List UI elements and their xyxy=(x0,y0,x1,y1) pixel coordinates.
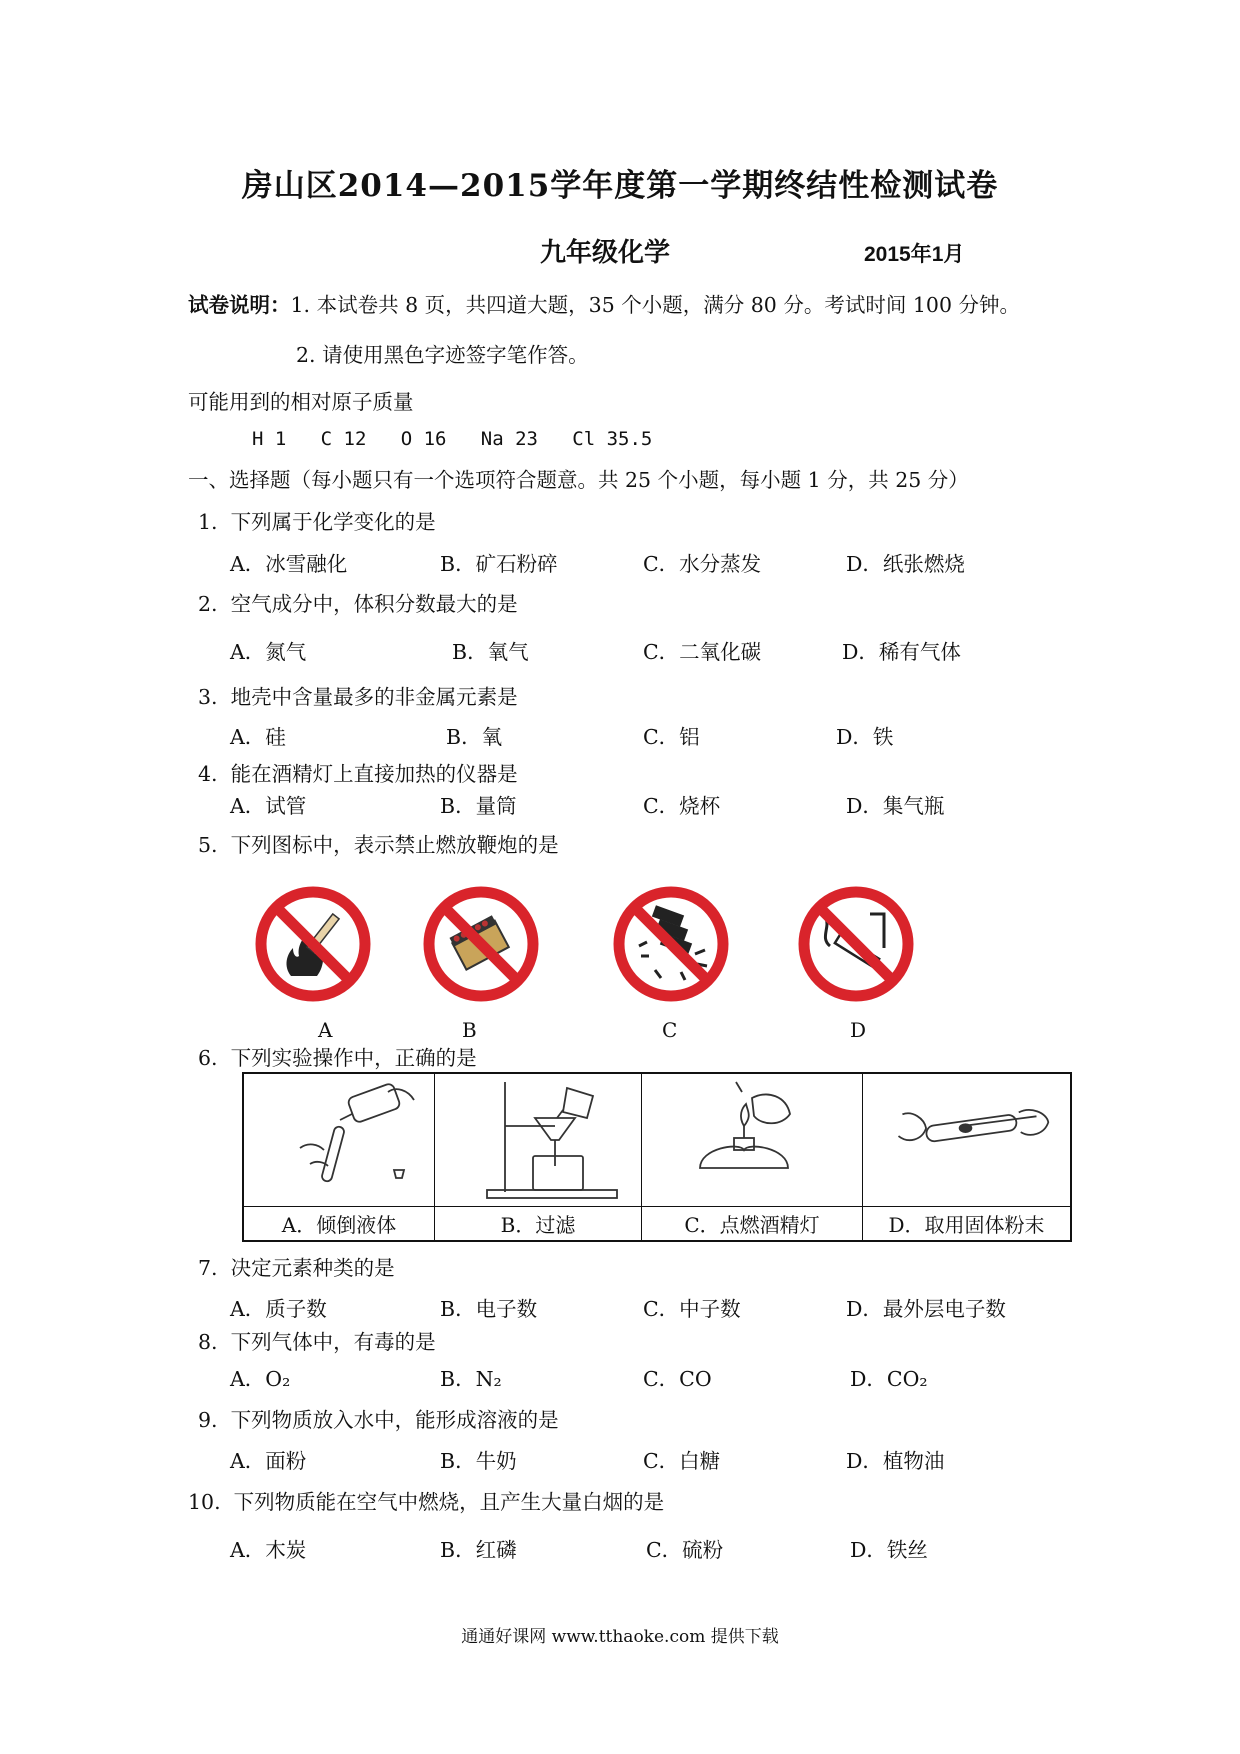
q2-option-d: D．稀有气体 xyxy=(842,640,961,664)
q8-option-b: B．N₂ xyxy=(440,1367,502,1391)
question-8: 8. 下列气体中，有毒的是 xyxy=(198,1330,436,1354)
no-fireworks-icon xyxy=(611,884,731,1004)
q2-option-a: A．氮气 xyxy=(230,640,307,664)
lighting-lamp-illustration xyxy=(642,1073,863,1207)
question-3: 3. 地壳中含量最多的非金属元素是 xyxy=(198,685,518,709)
exam-subject: 九年级化学 xyxy=(540,238,671,268)
instructions-label: 试卷说明： xyxy=(188,293,291,317)
powder-sampling-illustration xyxy=(863,1073,1072,1207)
question-9: 9. 下列物质放入水中，能形成溶液的是 xyxy=(198,1408,559,1432)
q7-option-d: D．最外层电子数 xyxy=(846,1297,1006,1321)
q8-option-d: D．CO₂ xyxy=(850,1367,928,1391)
question-1: 1. 下列属于化学变化的是 xyxy=(198,510,436,534)
q8-option-a: A．O₂ xyxy=(230,1367,291,1391)
powder-sampling-icon xyxy=(863,1074,1070,1202)
q2-option-b: B．氧气 xyxy=(452,640,529,664)
pouring-liquid-illustration xyxy=(243,1073,435,1207)
instructions-line2: 2. 请使用黑色字迹签字笔作答。 xyxy=(296,343,589,367)
q1-option-d: D．纸张燃烧 xyxy=(846,552,965,576)
q6-option-b: B．过滤 xyxy=(435,1207,642,1242)
atomic-mass-heading: 可能用到的相对原子质量 xyxy=(188,390,414,414)
q9-option-b: B．牛奶 xyxy=(440,1449,517,1473)
q7-option-b: B．电子数 xyxy=(440,1297,538,1321)
instructions-line1 xyxy=(188,288,1020,318)
question-2: 2. 空气成分中，体积分数最大的是 xyxy=(198,592,518,616)
sign-b-label: B xyxy=(462,1018,477,1042)
q3-option-a: A．硅 xyxy=(230,725,286,749)
q1-option-b: B．矿石粉碎 xyxy=(440,552,558,576)
q2-option-c: C．二氧化碳 xyxy=(643,640,762,664)
lab-operations-table xyxy=(242,1072,1072,1242)
q10-option-a: A．木炭 xyxy=(230,1538,307,1562)
atomic-mass-values: H 1 C 12 O 16 Na 23 Cl 35.5 xyxy=(252,428,653,450)
question-10: 10. 下列物质能在空气中燃烧，且产生大量白烟的是 xyxy=(188,1490,665,1514)
q3-option-d: D．铁 xyxy=(836,725,894,749)
q4-option-d: D．集气瓶 xyxy=(846,794,945,818)
page-footer: 通通好课网 www.tthaoke.com 提供下载 xyxy=(461,1627,779,1647)
q4-option-a: A．试管 xyxy=(230,794,307,818)
q10-option-b: B．红磷 xyxy=(440,1538,517,1562)
q6-option-a: A．倾倒液体 xyxy=(243,1207,435,1242)
q6-option-d: D．取用固体粉末 xyxy=(863,1207,1072,1242)
sign-c-label: C xyxy=(662,1018,678,1042)
question-4: 4. 能在酒精灯上直接加热的仪器是 xyxy=(198,762,518,786)
q10-option-c: C．硫粉 xyxy=(646,1538,724,1562)
question-7: 7. 决定元素种类的是 xyxy=(198,1256,395,1280)
alcohol-lamp-icon xyxy=(642,1074,862,1202)
question-5: 5. 下列图标中，表示禁止燃放鞭炮的是 xyxy=(198,833,559,857)
exam-title: 房山区2014—2015学年度第一学期终结性检测试卷 xyxy=(241,168,999,204)
sign-a-label: A xyxy=(318,1018,333,1042)
q4-option-c: C．烧杯 xyxy=(643,794,721,818)
q1-option-c: C．水分蒸发 xyxy=(643,552,762,576)
no-matches-icon xyxy=(421,884,541,1004)
sign-d-label: D xyxy=(850,1018,867,1042)
q10-option-d: D．铁丝 xyxy=(850,1538,928,1562)
q9-option-a: A．面粉 xyxy=(230,1449,307,1473)
no-smoking-icon xyxy=(796,884,916,1004)
instructions-text-1: 1. 本试卷共 8 页，共四道大题，35 个小题，满分 80 分。考试时间 100 分钟。 xyxy=(290,293,1021,317)
question-6: 6. 下列实验操作中，正确的是 xyxy=(198,1046,477,1070)
q7-option-c: C．中子数 xyxy=(643,1297,741,1321)
q8-option-c: C．CO xyxy=(643,1367,712,1391)
q4-option-b: B．量筒 xyxy=(440,794,517,818)
filtration-icon xyxy=(435,1074,641,1202)
q9-option-d: D．植物油 xyxy=(846,1449,945,1473)
filtration-illustration xyxy=(435,1073,642,1207)
q3-option-b: B．氧 xyxy=(446,725,503,749)
section-heading: 一、选择题（每小题只有一个选项符合题意。共 25 个小题，每小题 1 分，共 25 分） xyxy=(188,468,969,492)
q3-option-c: C．铝 xyxy=(643,725,700,749)
q7-option-a: A．质子数 xyxy=(230,1297,327,1321)
pouring-liquid-icon xyxy=(244,1074,434,1202)
exam-date: 2015年1月 xyxy=(864,243,965,266)
q6-option-c: C．点燃酒精灯 xyxy=(642,1207,863,1242)
no-fire-icon xyxy=(253,884,373,1004)
q1-option-a: A．冰雪融化 xyxy=(230,552,348,576)
q9-option-c: C．白糖 xyxy=(643,1449,721,1473)
